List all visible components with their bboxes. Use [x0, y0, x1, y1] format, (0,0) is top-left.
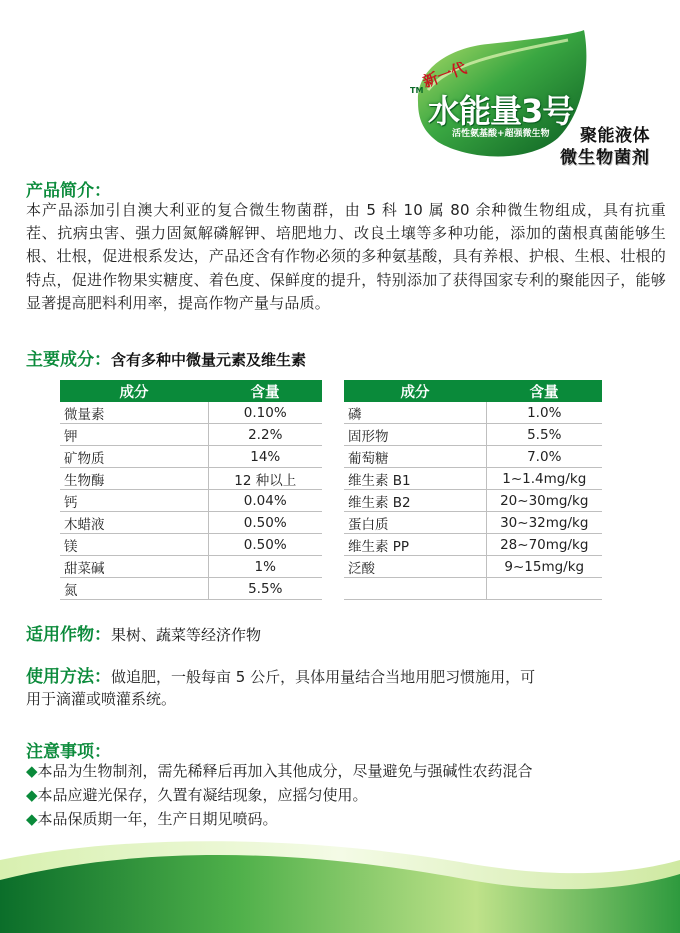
note-text: 本品为生物制剂，需先稀释后再加入其他成分，尽量避免与强碱性农药混合	[37, 762, 533, 780]
right-table-body	[344, 402, 602, 600]
brand-name: 水能量3号	[428, 92, 574, 130]
ingredient-row	[344, 468, 602, 490]
ingredients-table-left	[60, 380, 322, 600]
diamond-bullet-icon: ◆	[26, 786, 38, 804]
ingredient-name	[344, 578, 486, 600]
crops-heading-label: 适用作物：	[26, 625, 111, 645]
ingredient-row	[60, 490, 322, 512]
ingredient-row	[344, 490, 602, 512]
logo-new-badge: 新一代	[420, 58, 469, 92]
product-type-line2: 微生物菌剂	[560, 148, 650, 168]
ingredient-name: 磷	[344, 402, 486, 424]
product-type-line1: 聚能液体	[580, 126, 650, 146]
ingredient-name: 微量素	[60, 402, 208, 424]
column-header-name: 成分	[60, 380, 208, 402]
ingredient-row	[344, 402, 602, 424]
intro-paragraph: 本产品添加引自澳大利亚的复合微生物菌群，由 5 科 10 属 80 余种微生物组成，具有抗重茬、抗病虫害、强力固氮解磷解钾、培肥地力、改良土壤等多种功能，添加的菌根真菌能够生根、壮根，促进根系发达，产品还含有作物必须的多种氨基酸，具有养根、护根、生根、壮根的特点，促进作物果实糖度、着色度、保鲜度的提升，特别添加了获得国家专利的聚能因子，能够显著提高肥料利用率，提高作物产量与品质。	[26, 201, 666, 312]
ingredient-name: 矿物质	[60, 446, 208, 468]
ingredient-row	[344, 512, 602, 534]
ingredient-row	[60, 424, 322, 446]
usage-line2: 用于滴灌或喷灌系统。	[26, 690, 177, 708]
ingredient-name: 生物酶	[60, 468, 208, 490]
note-item	[26, 784, 368, 805]
ingredients-table-right	[344, 380, 602, 600]
ingredient-amount	[486, 578, 602, 600]
ingredient-name: 甜菜碱	[60, 556, 208, 578]
ingredients-subheading: 含有多种中微量元素及维生素	[111, 351, 307, 369]
ingredient-amount: 1.0%	[486, 402, 602, 424]
usage-heading: 使用方法：	[26, 667, 111, 687]
note-text: 本品应避光保存，久置有凝结现象，应摇匀使用。	[37, 786, 368, 804]
ingredient-row	[344, 578, 602, 600]
ingredient-amount: 12 种以上	[208, 468, 322, 490]
brand-logo	[408, 30, 594, 160]
usage-line1: 做追肥，一般每亩 5 公斤，具体用量结合当地用肥习惯施用，可	[111, 668, 536, 686]
note-text: 本品保质期一年，生产日期见喷码。	[37, 810, 278, 828]
ingredients-heading	[26, 345, 306, 370]
diamond-bullet-icon: ◆	[26, 810, 38, 828]
notes-heading: 注意事项：	[26, 742, 111, 762]
ingredient-amount: 9~15mg/kg	[486, 556, 602, 578]
trademark-mark: TM	[410, 86, 424, 95]
brand-subtitle: 活性氨基酸+超强微生物	[452, 129, 550, 139]
ingredient-amount: 0.50%	[208, 534, 322, 556]
ingredient-row	[60, 468, 322, 490]
ingredient-name: 镁	[60, 534, 208, 556]
ingredient-name: 钾	[60, 424, 208, 446]
ingredient-amount: 0.10%	[208, 402, 322, 424]
ingredient-row	[344, 424, 602, 446]
ingredient-row	[60, 556, 322, 578]
ingredient-name: 氮	[60, 578, 208, 600]
left-table-body	[60, 402, 322, 600]
bottom-wave-decoration	[0, 820, 680, 933]
ingredient-amount: 2.2%	[208, 424, 322, 446]
ingredient-amount: 20~30mg/kg	[486, 490, 602, 512]
note-item	[26, 760, 533, 781]
diamond-bullet-icon: ◆	[26, 762, 38, 780]
usage-block	[26, 666, 666, 710]
ingredient-row	[60, 578, 322, 600]
column-header-name: 成分	[344, 380, 486, 402]
ingredient-row	[60, 446, 322, 468]
ingredients-heading-label: 主要成分：	[26, 350, 111, 370]
ingredient-row	[60, 534, 322, 556]
ingredient-name: 泛酸	[344, 556, 486, 578]
intro-heading: 产品简介：	[26, 181, 111, 201]
ingredient-amount: 0.50%	[208, 512, 322, 534]
ingredient-amount: 30~32mg/kg	[486, 512, 602, 534]
ingredient-amount: 7.0%	[486, 446, 602, 468]
ingredient-amount: 1%	[208, 556, 322, 578]
ingredient-amount: 14%	[208, 446, 322, 468]
ingredient-name: 固形物	[344, 424, 486, 446]
ingredient-name: 钙	[60, 490, 208, 512]
ingredient-row	[60, 402, 322, 424]
ingredient-amount: 5.5%	[486, 424, 602, 446]
ingredient-name: 葡萄糖	[344, 446, 486, 468]
ingredient-name: 蛋白质	[344, 512, 486, 534]
column-header-amount: 含量	[486, 380, 602, 402]
ingredient-row	[344, 446, 602, 468]
ingredient-row	[344, 556, 602, 578]
ingredient-name: 木蜡液	[60, 512, 208, 534]
ingredient-amount: 1~1.4mg/kg	[486, 468, 602, 490]
ingredient-amount: 28~70mg/kg	[486, 534, 602, 556]
ingredient-name: 维生素 B1	[344, 468, 486, 490]
ingredient-row	[60, 512, 322, 534]
ingredient-amount: 5.5%	[208, 578, 322, 600]
ingredient-name: 维生素 B2	[344, 490, 486, 512]
ingredient-amount: 0.04%	[208, 490, 322, 512]
ingredient-row	[344, 534, 602, 556]
column-header-amount: 含量	[208, 380, 322, 402]
crops-text: 果树、蔬菜等经济作物	[111, 626, 262, 644]
ingredient-name: 维生素 PP	[344, 534, 486, 556]
crops-heading	[26, 620, 261, 645]
